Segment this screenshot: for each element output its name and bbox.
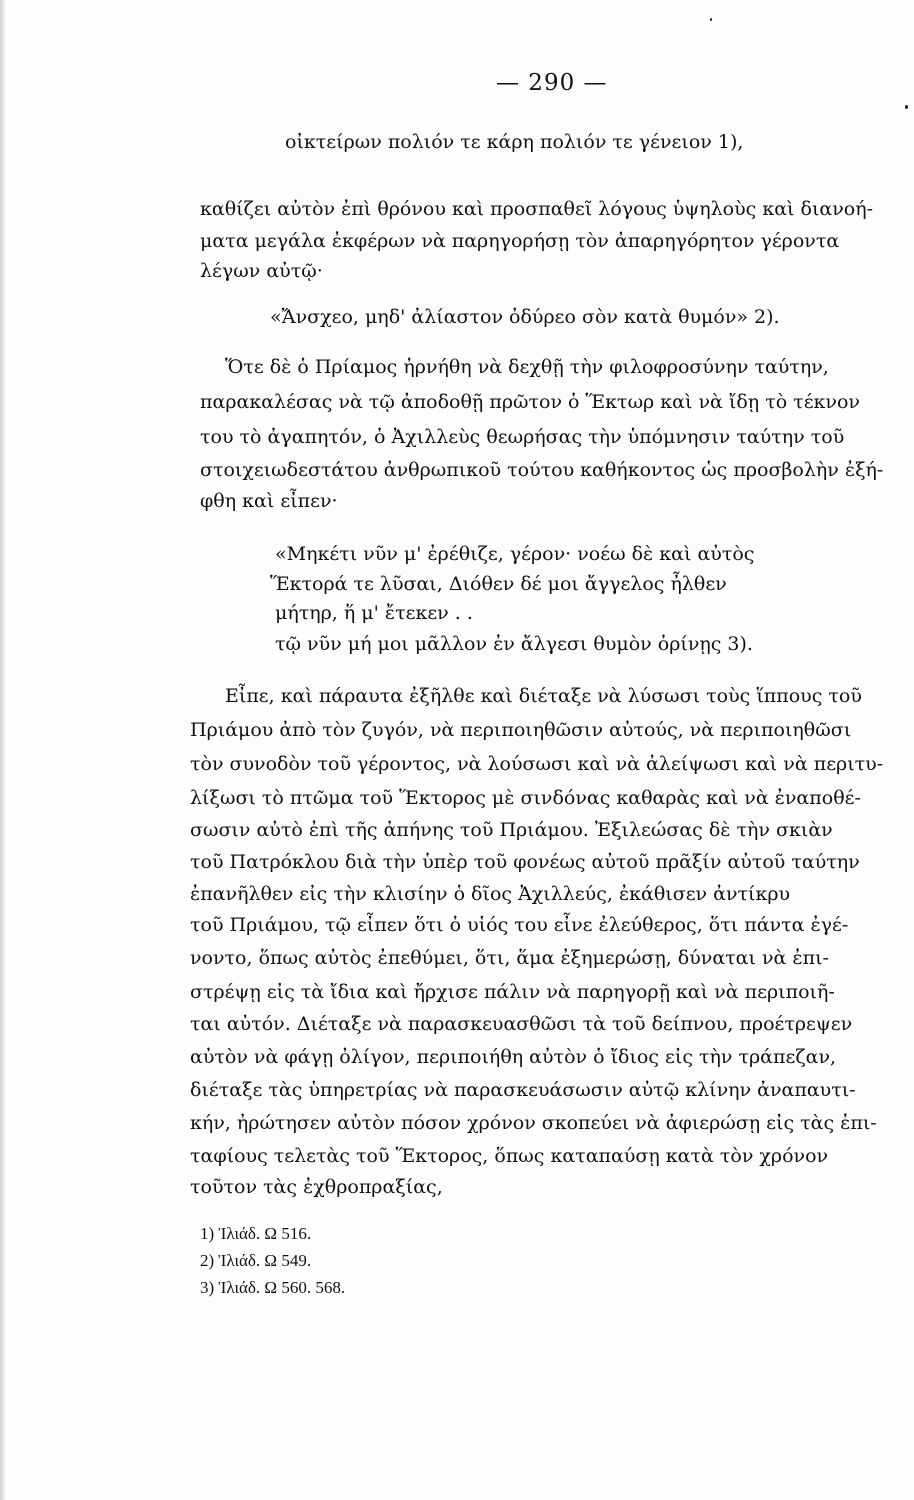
paragraph-3-line: Πριάμου ἀπὸ τὸν ζυγόν, νὰ περιποιηθῶσιν αὐτούς, νὰ περιποιηθῶσι — [190, 719, 852, 741]
footnote: 1) Ἰλιάδ. Ω 516. — [200, 1224, 312, 1243]
paragraph-2-line: στοιχειωδεστάτου ἀνθρωπικοῦ τούτου καθήκοντος ὡς προσβολὴν ἐξή- — [200, 459, 884, 481]
paragraph-1-line: λέγων αὐτῷ· — [200, 260, 323, 282]
paragraph-3-line: στρέψῃ εἰς τὰ ἴδια καὶ ἤρχισε πάλιν νὰ παρηγορῇ καὶ νὰ περιποιῆ- — [190, 981, 835, 1003]
footnote: 3) Ἰλιάδ. Ω 560. 568. — [200, 1278, 346, 1297]
footnote: 2) Ἰλιάδ. Ω 549. — [200, 1251, 312, 1270]
page-number: — 290 — — [496, 70, 608, 96]
quote-2-line: τῷ νῦν μή μοι μᾶλλον ἐν ἄλγεσι θυμὸν ὀρίνῃς 3). — [275, 633, 753, 655]
paragraph-3-line: τοῦ Πατρόκλου διὰ τὴν ὑπὲρ τοῦ φονέως αὐτοῦ πρᾶξίν αὐτοῦ ταύτην — [190, 851, 860, 873]
paragraph-3-line: τοῦτον τὰς ἐχθροπραξίας, — [190, 1176, 443, 1198]
paragraph-3-line: Εἶπε, καὶ πάραυτα ἐξῆλθε καὶ διέταξε νὰ λύσωσι τοὺς ἵππους τοῦ — [225, 685, 862, 707]
quote-2-line: «Μηκέτι νῦν μ' ἐρέθιζε, γέρον· νοέω δὲ καὶ αὐτὸς — [275, 543, 755, 565]
paragraph-3-line: διέταξε τὰς ὑπηρετρίας νὰ παρασκευάσωσιν αὐτῷ κλίνην ἀναπαυτι- — [190, 1079, 856, 1101]
paragraph-3-line: τοῦ Πριάμου, τῷ εἶπεν ὅτι ὁ υἱός του εἶνε ἐλεύθερος, ὅτι πάντα ἐγέ- — [190, 914, 849, 936]
quote-2-line: Ἕκτορά τε λῦσαι, Διόθεν δέ μοι ἄγγελος ἦλθεν — [270, 573, 727, 595]
quote-1-line: «Ἄνσχεο, μηδ' ἀλίαστον ὀδύρεο σὸν κατὰ θυμόν» 2). — [270, 306, 780, 328]
paragraph-2-line: παρακαλέσας νὰ τῷ ἀποδοθῇ πρῶτον ὁ Ἕκτωρ καὶ νὰ ἴδῃ τὸ τέκνον — [200, 391, 860, 413]
paragraph-1-line: ματα μεγάλα ἐκφέρων νὰ παρηγορήσῃ τὸν ἀπαρηγόρητον γέροντα — [200, 230, 840, 252]
paragraph-3-line: ται αὐτόν. Διέταξε νὰ παρασκευασθῶσι τὰ τοῦ δείπνου, προέτρεψεν — [190, 1013, 853, 1035]
paragraph-3-line: λίξωσι τὸ πτῶμα τοῦ Ἕκτορος μὲ σινδόνας καθαρὰς καὶ νὰ ἐναποθέ- — [190, 787, 861, 809]
paragraph-2-line: φθη καὶ εἶπεν· — [200, 490, 338, 512]
paragraph-3-line: ταφίους τελετὰς τοῦ Ἕκτορος, ὅπως καταπαύσῃ κατὰ τὸν χρόνον — [190, 1145, 829, 1167]
paragraph-3-line: ἐπανῆλθεν εἰς τὴν κλισίην ὁ δῖος Ἀχιλλεύς, ἐκάθισεν ἀντίκρυ — [190, 883, 791, 905]
top-verse-line: οἰκτείρων πολιόν τε κάρη πολιόν τε γένειον 1), — [285, 131, 744, 153]
paragraph-3-line: σωσιν αὐτὸ ἐπὶ τῆς ἀπήνης τοῦ Πριάμου. Ἐξιλεώσας δὲ τὴν σκιὰν — [190, 819, 833, 841]
ink-speck — [710, 18, 712, 21]
quote-2-line: μήτηρ, ἥ μ' ἔτεκεν . . — [275, 602, 473, 624]
paragraph-1-line: καθίζει αὐτὸν ἐπὶ θρόνου καὶ προσπαθεῖ λόγους ὑψηλοὺς καὶ διανοή- — [200, 198, 874, 220]
paragraph-2-line: του τὸ ἀγαπητόν, ὁ Ἀχιλλεὺς θεωρήσας τὴν ὑπόμνησιν ταύτην τοῦ — [200, 426, 845, 448]
ink-speck — [905, 105, 908, 109]
page-edge-shadow — [0, 0, 6, 1500]
paragraph-3-line: κήν, ἠρώτησεν αὐτὸν πόσον χρόνον σκοπεύει νὰ ἀφιερώσῃ εἰς τὰς ἐπι- — [190, 1112, 877, 1134]
paragraph-3-line: αὐτὸν νὰ φάγῃ ὀλίγον, περιποιήθη αὐτὸν ὁ ἴδιος εἰς τὴν τράπεζαν, — [190, 1046, 837, 1068]
paragraph-3-line: τὸν συνοδὸν τοῦ γέροντος, νὰ λούσωσι καὶ νὰ ἀλείψωσι καὶ νὰ περιτυ- — [190, 753, 884, 775]
paragraph-2-line: Ὅτε δὲ ὁ Πρίαμος ἠρνήθη νὰ δεχθῇ τὴν φιλοφροσύνην ταύτην, — [225, 356, 829, 378]
paragraph-3-line: νοντο, ὅπως αὐτὸς ἐπεθύμει, ὅτι, ἅμα ἐξημερώσῃ, δύναται νὰ ἐπι- — [190, 947, 829, 969]
